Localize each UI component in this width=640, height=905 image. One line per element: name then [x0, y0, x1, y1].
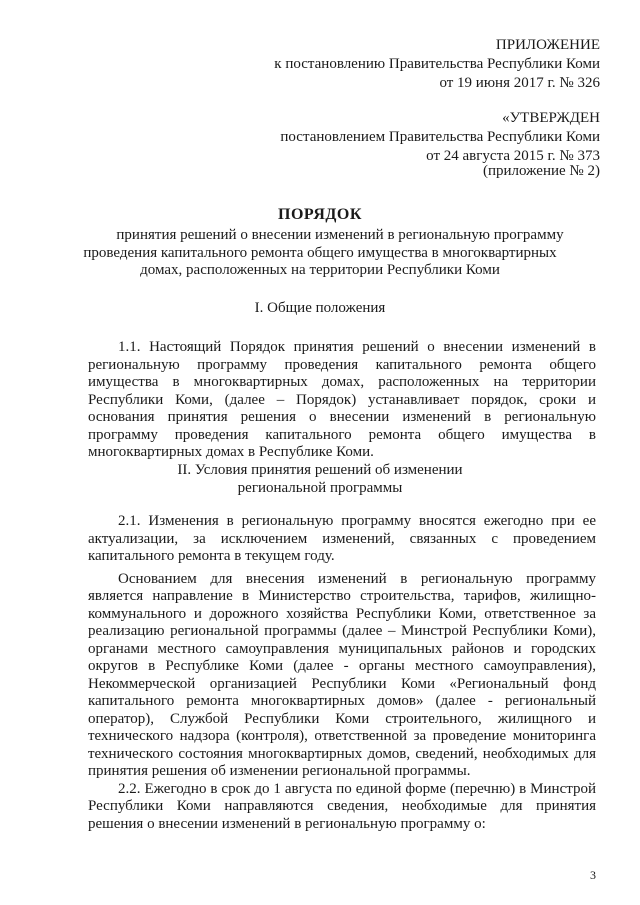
section-2-body: [88, 513, 596, 833]
page-number: 3: [590, 868, 596, 882]
section-2-title-2: региональной программы: [237, 480, 403, 496]
paragraph-1-1: [88, 339, 596, 462]
doc-subtitle-3: домах, расположенных на территории Республики Коми: [140, 262, 500, 278]
doc-subtitle-2: проведения капитального ремонта общего имущества в многоквартирных: [83, 245, 557, 261]
doc-title: ПОРЯДОК: [278, 206, 362, 223]
approved-line1: постановлением Правительства Республики Коми: [280, 129, 600, 145]
paragraph-2-1: 2.1. Изменения в региональную программу вносятся ежегодно при ее актуализации, за исключением изменений, связанных с проведением капитального ремонта в текущем году.: [88, 513, 596, 564]
doc-subtitle-1: принятия решений о внесении изменений в региональную программу: [116, 227, 564, 243]
section-1-title: I. Общие положения: [254, 300, 386, 316]
appendix-title: ПРИЛОЖЕНИЕ: [495, 37, 600, 53]
appendix-line1: к постановлению Правительства Республики Коми: [274, 56, 600, 72]
approved-line3: (приложение № 2): [482, 163, 600, 179]
appendix-line2: от 19 июня 2017 г. № 326: [439, 75, 600, 91]
paragraph-2-1-basis: Основанием для внесения изменений в региональную программу является направление в Министерство строительства, тарифов, жилищно-коммунального и дорожного хозяйства Республики Коми, ответственное за реализацию региональной программы (далее – Минстрой Республики Коми), органами местного самоуправления муниципальных районов и городских округов в Республике Коми (далее - органы местного самоуправления), Некоммерческой организацией Республики Коми «Региональный фонд капитального ремонта многоквартирных домов» (далее - региональный оператор), Службой Республики Коми строительного, жилищного и технического надзора (контроля), ответственной за проведение мониторинга технического состояния многоквартирных домов, сведений, необходимых для принятия решения об изменении региональной программы.: [88, 570, 596, 779]
approved-title: «УТВЕРЖДЕН: [502, 110, 600, 126]
paragraph-1-1-text: 1.1. Настоящий Порядок принятия решений о внесении изменений в региональную программу проведения капитального ремонта общего имущества в многоквартирных домах, расположенных на территории Республики Коми, (далее – Порядок) устанавливает порядок, сроки и основания принятия решения о внесении изменений в региональную программу проведения капитального ремонта общего имущества в многоквартирных домах в Республике Коми.: [88, 339, 596, 460]
section-2-title-1: II. Условия принятия решений об изменении: [177, 462, 463, 478]
approved-line2: от 24 августа 2015 г. № 373: [426, 148, 600, 164]
paragraph-2-2: 2.2. Ежегодно в срок до 1 августа по единой форме (перечню) в Минстрой Республики Коми направляются сведения, необходимые для принятия решения о внесении изменений в региональную программу о:: [88, 780, 596, 832]
